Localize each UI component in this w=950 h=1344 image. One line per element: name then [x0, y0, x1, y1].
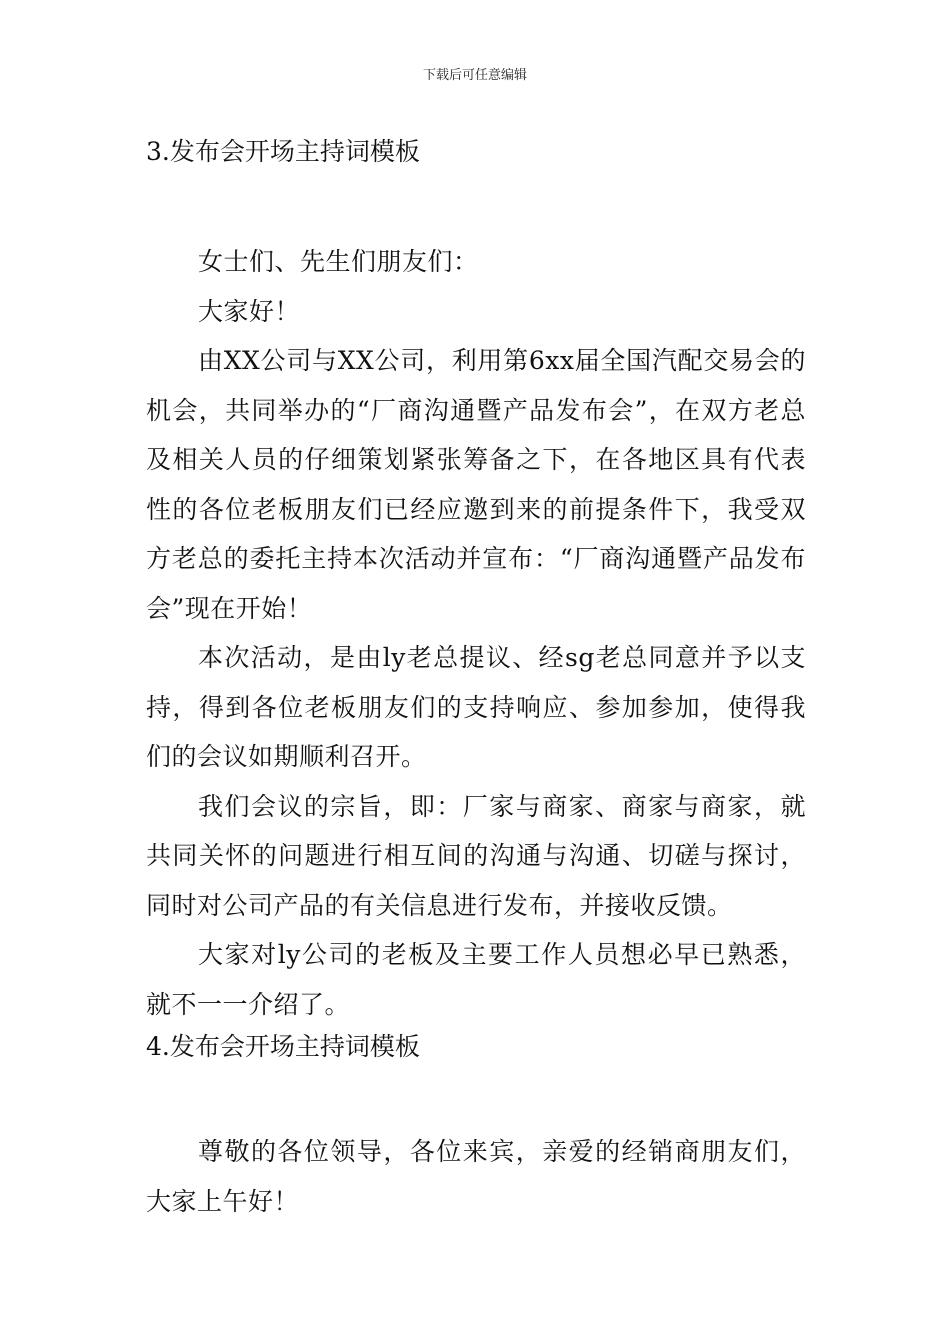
paragraph-introduction: 大家对ly公司的老板及主要工作人员想必早已熟悉，就不一一介绍了。 — [146, 940, 806, 1019]
page-header: 下载后可任意编辑 — [422, 68, 527, 83]
document-body — [146, 128, 806, 1226]
spacer — [146, 170, 806, 237]
spacer — [146, 1065, 806, 1127]
section-heading-3: 3.发布会开场主持词模板 — [146, 137, 420, 166]
paragraph-hello: 大家好！ — [198, 296, 301, 326]
paragraph-purpose: 我们会议的宗旨，即：厂家与商家、商家与商家，就共同关怀的问题进行相互间的沟通与沟通、切磋与探讨，同时对公司产品的有关信息进行发布，并接收反馈。 — [146, 791, 806, 920]
paragraph-greeting: 女士们、先生们朋友们： — [198, 247, 479, 276]
section-heading-4: 4.发布会开场主持词模板 — [146, 1032, 420, 1061]
paragraph-opening-address: 尊敬的各位领导，各位来宾，亲爱的经销商朋友们，大家上午好！ — [146, 1137, 806, 1216]
paragraph-announcement: 由XX公司与XX公司，利用第6xx届全国汽配交易会的机会，共同举办的“厂商沟通暨产品发布会”，在双方老总及相关人员的仔细策划紧张筹备之下，在各地区具有代表性的各位老板朋友们已经应邀到来的前提条件下，我受双方老总的委托主持本次活动并宣布：“厂商沟通暨产品发布会”现在开始！ — [146, 346, 806, 623]
paragraph-activity: 本次活动，是由ly老总提议、经sg老总同意并予以支持，得到各位老板朋友们的支持响应、参加参加，使得我们的会议如期顺利召开。 — [146, 643, 806, 771]
